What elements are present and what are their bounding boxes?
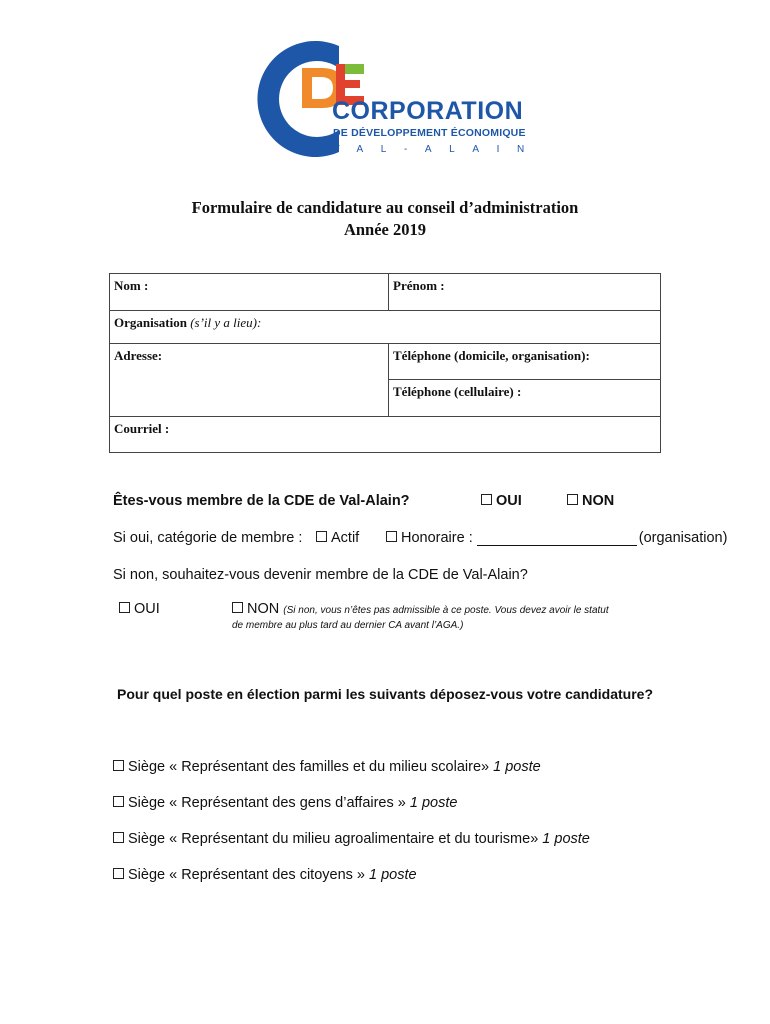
- election-option[interactable]: [113, 867, 417, 883]
- membership-non-label: NON: [582, 493, 615, 509]
- election-option-count: 1 poste: [493, 759, 541, 775]
- checkbox-icon[interactable]: [113, 796, 124, 807]
- prenom-label: Prénom :: [393, 278, 445, 293]
- adresse-field[interactable]: [110, 344, 389, 417]
- prenom-field[interactable]: [389, 274, 661, 311]
- become-note-line1: (Si non, vous n’êtes pas admissible à ce poste. Vous devez avoir le statut: [283, 605, 609, 616]
- checkbox-icon[interactable]: [113, 760, 124, 771]
- election-option[interactable]: [113, 795, 457, 811]
- form-year: Année 2019: [343, 220, 427, 239]
- logo-city: VAL-ALAIN: [333, 144, 542, 155]
- election-option-count: 1 poste: [369, 867, 417, 883]
- election-option-count: 1 poste: [542, 831, 590, 847]
- courriel-label: Courriel :: [114, 421, 170, 436]
- tel-domicile-label: Téléphone (domicile, organisation):: [393, 348, 590, 363]
- election-option-label: Siège « Représentant des citoyens »: [128, 867, 365, 883]
- organisation-label: Organisation: [114, 315, 187, 330]
- election-option[interactable]: [113, 759, 541, 775]
- checkbox-icon[interactable]: [119, 602, 130, 613]
- logo-subtitle: DE DÉVELOPPEMENT ÉCONOMIQUE: [333, 127, 526, 139]
- checkbox-icon[interactable]: [386, 531, 397, 542]
- honoraire-organisation-line[interactable]: [477, 531, 637, 546]
- election-option[interactable]: [113, 831, 590, 847]
- organisation-field[interactable]: [110, 311, 661, 344]
- become-member-question: Si non, souhaitez-vous devenir membre de la CDE de Val-Alain?: [113, 567, 528, 583]
- membership-question: Êtes-vous membre de la CDE de Val-Alain?: [113, 493, 410, 509]
- checkbox-icon[interactable]: [316, 531, 327, 542]
- election-question: Pour quel poste en élection parmi les suivants déposez-vous votre candidature?: [117, 686, 654, 702]
- logo-corporation-text: CORPORATION: [332, 97, 524, 125]
- organisation-suffix: (organisation): [638, 530, 728, 546]
- membership-non-option[interactable]: [567, 493, 614, 509]
- category-label: Si oui, catégorie de membre :: [113, 530, 303, 546]
- nom-label: Nom :: [114, 278, 149, 293]
- courriel-field[interactable]: [110, 417, 661, 453]
- honoraire-label: Honoraire :: [401, 530, 473, 546]
- become-oui-label: OUI: [134, 601, 160, 617]
- applicant-info-table: [109, 273, 661, 453]
- organisation-note: (s’il y a lieu):: [190, 315, 262, 330]
- election-option-label: Siège « Représentant du milieu agroalimentaire et du tourisme»: [128, 831, 539, 847]
- become-oui-option[interactable]: [119, 601, 160, 617]
- form-title: Formulaire de candidature au conseil d’administration: [191, 198, 579, 217]
- tel-domicile-field[interactable]: [389, 344, 661, 380]
- checkbox-icon[interactable]: [113, 832, 124, 843]
- election-option-label: Siège « Représentant des gens d’affaires »: [128, 795, 406, 811]
- logo-e-mid: [336, 80, 360, 88]
- checkbox-icon[interactable]: [567, 494, 578, 505]
- become-non-label: NON: [247, 601, 280, 617]
- tel-cell-label: Téléphone (cellulaire) :: [393, 384, 522, 399]
- nom-field[interactable]: [110, 274, 389, 311]
- become-note-line2: de membre au plus tard au dernier CA avant l’AGA.): [232, 620, 464, 631]
- actif-label: Actif: [331, 530, 360, 546]
- actif-option[interactable]: [316, 530, 359, 546]
- membership-oui-option[interactable]: [481, 493, 522, 509]
- become-non-option[interactable]: [232, 601, 609, 617]
- checkbox-icon[interactable]: [232, 602, 243, 613]
- adresse-label: Adresse:: [114, 348, 163, 363]
- election-option-label: Siège « Représentant des familles et du milieu scolaire»: [128, 759, 490, 775]
- checkbox-icon[interactable]: [481, 494, 492, 505]
- checkbox-icon[interactable]: [113, 868, 124, 879]
- honoraire-option[interactable]: [386, 530, 727, 546]
- election-option-count: 1 poste: [409, 795, 458, 811]
- tel-cell-field[interactable]: [389, 380, 661, 417]
- membership-oui-label: OUI: [496, 493, 522, 509]
